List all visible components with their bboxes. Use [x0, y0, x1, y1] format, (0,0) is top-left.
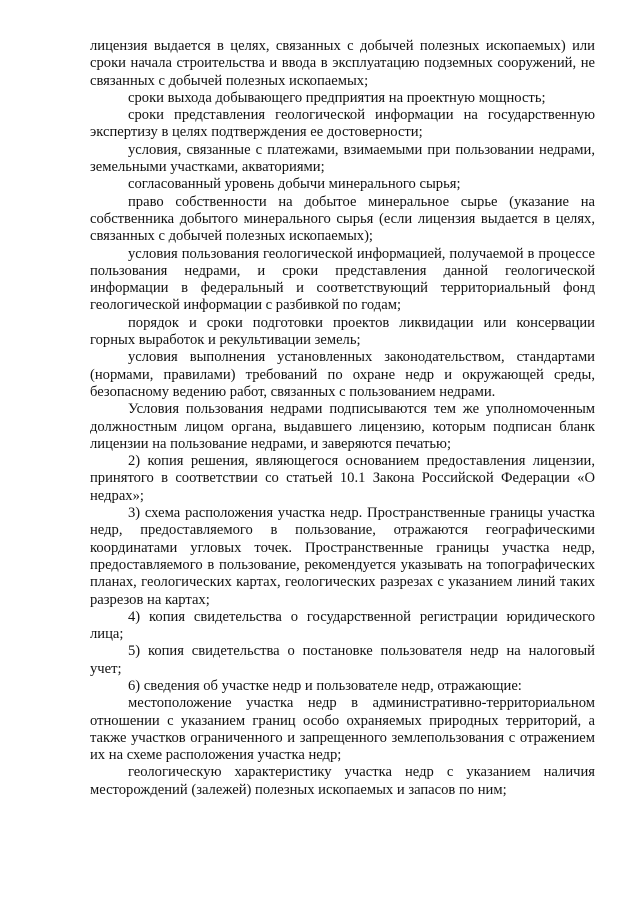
paragraph: условия, связанные с платежами, взимаемыми при пользовании недрами, земельными участками, акваториями;: [90, 141, 595, 176]
paragraph: порядок и сроки подготовки проектов ликвидации или консервации горных выработок и рекультивации земель;: [90, 314, 595, 349]
paragraph: 5) копия свидетельства о постановке пользователя недр на налоговый учет;: [90, 643, 595, 677]
paragraph: 2) копия решения, являющегося основанием предоставления лицензии, принятого в соответствии со статьей 10.1 Закона Российской Федерации «О недрах»;: [90, 453, 595, 504]
paragraph: местоположение участка недр в административно-территориальном отношении с указанием границ особо охраняемых природных территорий, а также участков ограниченного и запрещенного землепользования с отражением их на схеме расположения участка недр;: [90, 695, 595, 764]
document-page: [90, 38, 595, 799]
paragraph: 3) схема расположения участка недр. Пространственные границы участка недр, предоставляемого в пользование, отражаются географическими координатами угловых точек. Пространственные границы участка недр, предоставляемого в пользование, рекомендуется указывать на топографических планах, геологических картах, геологических разрезах с указанием линий таких разрезов на картах;: [90, 505, 595, 608]
paragraph: лицензия выдается в целях, связанных с добычей полезных ископаемых) или сроки начала строительства и ввода в эксплуатацию подземных сооружений, не связанных с добычей полезных ископаемых;: [90, 38, 595, 89]
paragraph: 4) копия свидетельства о государственной регистрации юридического лица;: [90, 608, 595, 643]
paragraph: геологическую характеристику участка недр с указанием наличия месторождений (залежей) полезных ископаемых и запасов по ним;: [90, 764, 595, 798]
paragraph: согласованный уровень добычи минерального сырья;: [128, 176, 461, 193]
paragraph: условия выполнения установленных законодательством, стандартами (нормами, правилами) требований по охране недр и окружающей среды, безопасному ведению работ, связанных с пользованием недрами.: [90, 349, 595, 400]
paragraph: сроки выхода добывающего предприятия на проектную мощность;: [128, 89, 546, 106]
paragraph: условия пользования геологической информацией, получаемой в процессе пользования недрами, и сроки представления данной геологической информации в федеральный и соответствующий территориальный фонд геологической информации с разбивкой по годам;: [90, 245, 595, 314]
paragraph: 6) сведения об участке недр и пользователе недр, отражающие:: [128, 677, 522, 694]
paragraph: Условия пользования недрами подписываются тем же уполномоченным должностным лицом органа, выдавшего лицензию, которым подписан бланк лицензии на пользование недрами, и заверяются печатью;: [90, 401, 595, 452]
paragraph: сроки представления геологической информации на государственную экспертизу в целях подтверждения ее достоверности;: [90, 107, 595, 141]
paragraph: право собственности на добытое минеральное сырье (указание на собственника добытого минерального сырья (если лицензия выдается в целях, связанных с добычей полезных ископаемых);: [90, 193, 595, 245]
